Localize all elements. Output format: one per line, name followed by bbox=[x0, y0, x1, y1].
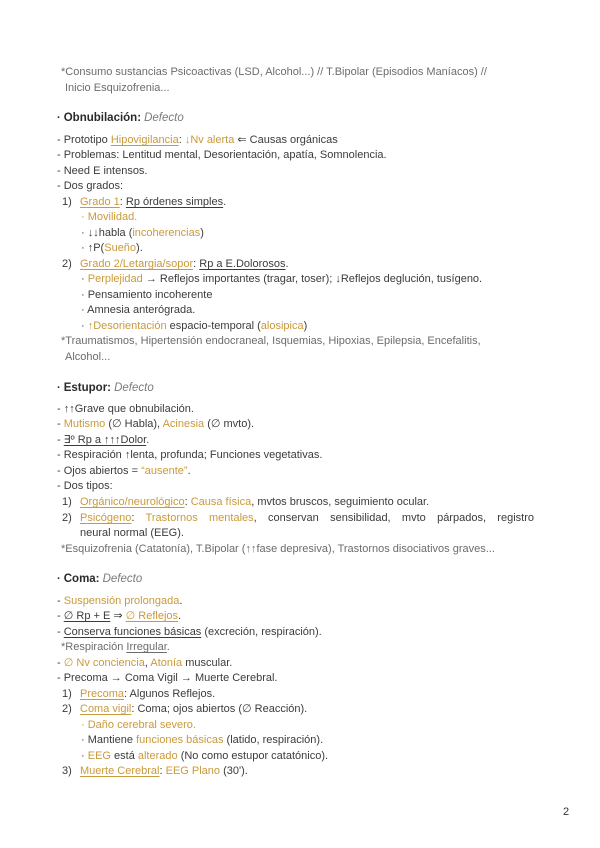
intro-note-line-1: *Consumo sustancias Psicoactivas (LSD, Alcohol...) // T.Bipolar (Episodios Maníacos) // bbox=[61, 66, 487, 78]
coma-fase-1 bbox=[62, 686, 215, 702]
text-segment: . bbox=[178, 610, 182, 622]
text-segment: - bbox=[57, 657, 64, 669]
heading-title: Obnubilación: bbox=[63, 112, 142, 124]
coma-note bbox=[61, 639, 170, 655]
term-suspension-prolongada: Suspensión prolongada bbox=[63, 595, 180, 607]
text-segment: : Coma; ojos abiertos (∅ Reacción). bbox=[131, 703, 308, 715]
text-segment: ) bbox=[200, 227, 204, 239]
section-heading-obnubilacion bbox=[57, 110, 184, 126]
term-nv-conciencia: ∅ Nv conciencia bbox=[63, 657, 145, 669]
est-note: *Esquizofrenia (Catatonía), T.Bipolar (↑↑fase depresiva), Trastornos disociativos graves... bbox=[61, 543, 495, 555]
text-segment: · Mantiene bbox=[81, 734, 137, 746]
obn-problemas-line bbox=[57, 147, 387, 163]
text-segment: · Movilidad. bbox=[81, 211, 138, 223]
term-mutismo: Mutismo bbox=[63, 418, 106, 430]
term-rp-ordenes-simples: Rp órdenes simples bbox=[125, 196, 224, 208]
list-number: 2) bbox=[62, 703, 72, 715]
obn-prototipo-line bbox=[57, 132, 338, 148]
text-segment: - Dos grados: bbox=[57, 180, 124, 192]
heading-subtitle: Defecto bbox=[144, 112, 184, 124]
term-coma-vigil: Coma vigil bbox=[80, 703, 132, 715]
coma-progresion-line bbox=[57, 670, 277, 686]
text-segment: - Ojos abiertos = bbox=[57, 465, 142, 477]
coma-fase-2-bullet-eeg bbox=[81, 748, 328, 764]
term-alterado: alterado bbox=[137, 750, 178, 762]
term-alosipica: alosipica bbox=[260, 320, 304, 332]
obn-grado-2-bullet-desorientacion bbox=[81, 318, 307, 334]
text-segment: (∅ Habla), bbox=[105, 418, 163, 430]
text-segment: (excreción, respiración). bbox=[201, 626, 322, 638]
term-eeg-plano: EEG Plano bbox=[165, 765, 221, 777]
text-segment: , mvtos bruscos, seguimiento ocular. bbox=[251, 496, 430, 508]
est-rp-dolor-line bbox=[57, 432, 149, 448]
text-segment: · ↑P( bbox=[81, 242, 105, 254]
est-tipo-2 bbox=[62, 510, 534, 526]
term-psicogeno: Psicógeno bbox=[80, 512, 132, 524]
text-segment: · Pensamiento incoherente bbox=[81, 289, 213, 301]
text-segment: : bbox=[119, 196, 126, 208]
obn-note-line-1: *Traumatismos, Hipertensión endocraneal, Isquemias, Hipoxias, Epilepsia, Encefalitis, bbox=[61, 335, 481, 347]
obn-note-line-2: Alcohol... bbox=[65, 351, 111, 363]
text-segment: (30'). bbox=[220, 765, 248, 777]
text-segment: (∅ mvto). bbox=[204, 418, 255, 430]
text-segment: *Respiración bbox=[61, 641, 127, 653]
section-heading-coma bbox=[57, 571, 142, 587]
text-segment: - Precoma → Coma Vigil → Muerte Cerebral. bbox=[57, 672, 278, 684]
text-segment: muscular. bbox=[182, 657, 233, 669]
obn-need-line bbox=[57, 163, 148, 179]
coma-rp-reflejos-line bbox=[57, 608, 181, 624]
term-organico-neurologico: Orgánico/neurológico bbox=[80, 496, 185, 508]
obn-grado-1-bullet-sueno bbox=[81, 240, 143, 256]
text-segment: , conservan sensibilidad, mvto párpados, registro bbox=[253, 512, 534, 524]
term-precoma: Precoma bbox=[80, 688, 125, 700]
heading-bullet: · bbox=[57, 382, 61, 394]
text-segment: ⇒ bbox=[110, 610, 126, 622]
text-segment: (latido, respiración). bbox=[223, 734, 324, 746]
heading-subtitle: Defecto bbox=[114, 382, 154, 394]
est-respiracion-line bbox=[57, 447, 322, 463]
term-eeg: EEG bbox=[87, 750, 111, 762]
text-segment: - bbox=[57, 418, 64, 430]
term-nv-alerta: ↓Nv alerta bbox=[184, 134, 235, 146]
text-segment: : bbox=[159, 765, 166, 777]
list-number: 1) bbox=[62, 196, 72, 208]
term-sueno: Sueño bbox=[104, 242, 137, 254]
coma-fase-2-bullet-mantiene bbox=[81, 732, 323, 748]
coma-conserva-line bbox=[57, 624, 322, 640]
coma-fase-2 bbox=[62, 701, 307, 717]
text-segment: ⇐ Causas orgánicas bbox=[234, 134, 338, 146]
obn-grado-2-bullet-perplejidad bbox=[81, 271, 482, 287]
text-segment: → Reflejos importantes (tragar, toser); ↓Reflejos deglución, tusígeno. bbox=[142, 273, 483, 285]
text-segment: ). bbox=[136, 242, 143, 254]
list-number: 2) bbox=[62, 258, 72, 270]
text-segment: - Respiración ↑lenta, profunda; Funciones vegetativas. bbox=[57, 449, 323, 461]
term-perplejidad: Perplejidad bbox=[87, 273, 143, 285]
coma-conciencia-line bbox=[57, 655, 232, 671]
text-segment: · Amnesia anterógrada. bbox=[81, 304, 196, 316]
page-number: 2 bbox=[563, 806, 570, 818]
text-segment: - bbox=[57, 595, 64, 607]
heading-title: Estupor: bbox=[63, 382, 112, 394]
text-segment: - Problemas: Lentitud mental, Desorientación, apatía, Somnolencia. bbox=[57, 149, 387, 161]
term-conserva-funciones-basicas: Conserva funciones básicas bbox=[63, 626, 202, 638]
text-segment: está bbox=[110, 750, 138, 762]
term-grado-2: Grado 2/Letargia/sopor bbox=[80, 258, 194, 270]
text-segment: - ↑↑Grave que obnubilación. bbox=[57, 403, 194, 415]
heading-bullet: · bbox=[57, 112, 61, 124]
obn-grado-2 bbox=[62, 256, 289, 272]
text-segment: . bbox=[179, 595, 183, 607]
term-rp-e: ∅ Rp + E bbox=[63, 610, 111, 622]
list-number: 2) bbox=[62, 512, 72, 524]
text-segment: : bbox=[131, 512, 146, 524]
heading-title: Coma: bbox=[63, 573, 100, 585]
text-segment: espacio-temporal ( bbox=[166, 320, 261, 332]
text-segment: · bbox=[81, 320, 88, 332]
term-irregular: Irregular bbox=[126, 641, 167, 653]
text-segment: · bbox=[81, 273, 88, 285]
obn-grado-1 bbox=[62, 194, 226, 210]
text-segment: : Algunos Reflejos. bbox=[124, 688, 216, 700]
est-ojos-line bbox=[57, 463, 191, 479]
est-dos-tipos-line bbox=[57, 478, 113, 494]
term-rp-dolor: ∃º Rp a ↑↑↑Dolor bbox=[63, 434, 147, 446]
term-reflejos: ∅ Reflejos bbox=[125, 610, 179, 622]
text-segment: · ↓↓habla ( bbox=[81, 227, 133, 239]
term-funciones-basicas: funciones básicas bbox=[136, 734, 224, 746]
est-tipo-2-continuation: neural normal (EEG). bbox=[80, 527, 184, 539]
est-tipo-1 bbox=[62, 494, 429, 510]
text-segment: · Daño cerebral severo. bbox=[81, 719, 196, 731]
text-segment: . bbox=[166, 641, 170, 653]
term-acinesia: Acinesia bbox=[162, 418, 205, 430]
text-segment: : bbox=[178, 134, 185, 146]
term-desorientacion: ↑Desorientación bbox=[87, 320, 167, 332]
term-trastornos-mentales: Trastornos mentales bbox=[145, 512, 254, 524]
term-causa-fisica: Causa física bbox=[190, 496, 252, 508]
term-grado-1: Grado 1 bbox=[80, 196, 120, 208]
term-hipovigilancia: Hipovigilancia bbox=[110, 134, 179, 146]
heading-bullet: · bbox=[57, 573, 61, 585]
text-segment: : bbox=[193, 258, 200, 270]
text-segment: ) bbox=[303, 320, 308, 332]
obn-grado-1-bullet-habla bbox=[81, 225, 204, 241]
est-grave-line bbox=[57, 401, 194, 417]
obn-dos-grados-line bbox=[57, 178, 123, 194]
text-segment: · bbox=[81, 750, 88, 762]
intro-note-line-2: Inicio Esquizofrenia... bbox=[65, 82, 170, 94]
list-number: 1) bbox=[62, 688, 72, 700]
justified-text bbox=[80, 510, 534, 526]
term-rp-dolorosos: Rp a E.Dolorosos bbox=[199, 258, 286, 270]
section-heading-estupor bbox=[57, 380, 154, 396]
text-segment: - bbox=[57, 626, 64, 638]
text-segment: - Need E intensos. bbox=[57, 165, 148, 177]
text-segment: (No como estupor catatónico). bbox=[177, 750, 329, 762]
obn-grado-2-bullet-amnesia bbox=[81, 302, 195, 318]
term-atonia: Atonía bbox=[150, 657, 183, 669]
list-number: 1) bbox=[62, 496, 72, 508]
text-segment: , bbox=[144, 657, 151, 669]
coma-suspension-line bbox=[57, 593, 182, 609]
text-segment: - Dos tipos: bbox=[57, 480, 113, 492]
obn-grado-1-bullet-movilidad bbox=[81, 209, 137, 225]
list-number: 3) bbox=[62, 765, 72, 777]
term-muerte-cerebral: Muerte Cerebral bbox=[80, 765, 160, 777]
text-segment: : bbox=[184, 496, 191, 508]
text-segment: . bbox=[146, 434, 150, 446]
text-segment: . bbox=[187, 465, 191, 477]
text-segment: - bbox=[57, 434, 64, 446]
text-segment: - Prototipo bbox=[57, 134, 111, 146]
est-mutismo-line bbox=[57, 416, 254, 432]
heading-subtitle: Defecto bbox=[102, 573, 143, 585]
coma-fase-2-bullet-dano bbox=[81, 717, 196, 733]
text-segment: . bbox=[223, 196, 227, 208]
term-incoherencias: incoherencias bbox=[132, 227, 201, 239]
obn-grado-2-bullet-pensamiento bbox=[81, 287, 212, 303]
coma-fase-3 bbox=[62, 763, 248, 779]
text-segment: . bbox=[285, 258, 289, 270]
term-ausente: “ausente” bbox=[141, 465, 188, 477]
text-segment: - bbox=[57, 610, 64, 622]
